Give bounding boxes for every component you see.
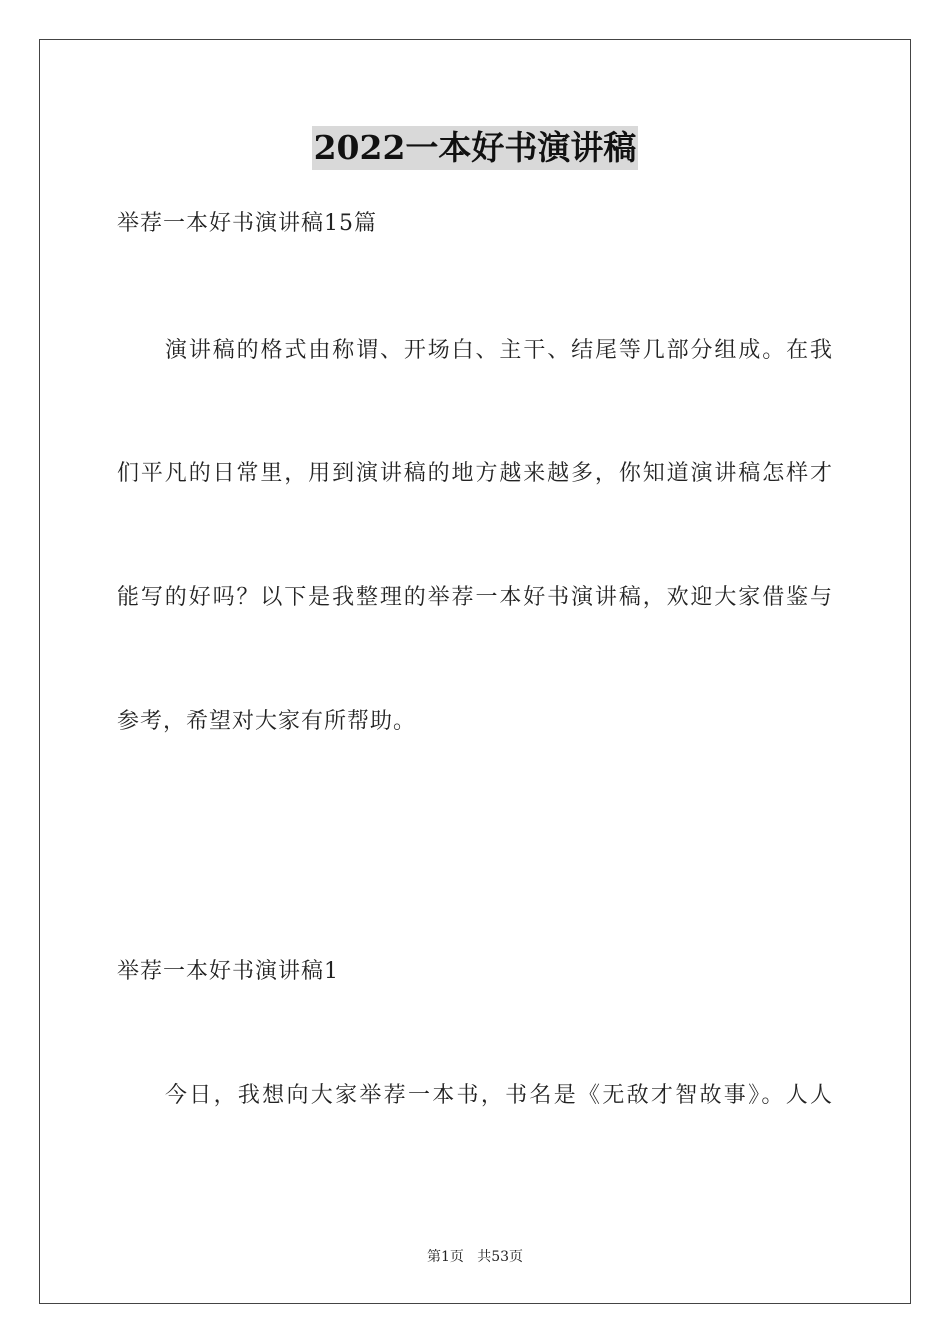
- intro-line-1: 演讲稿的格式由称谓、开场白、主干、结尾等几部分组成。在我: [165, 338, 833, 363]
- intro-line-2: 们平凡的日常里，用到演讲稿的地方越来越多，你知道演讲稿怎样才: [117, 461, 833, 486]
- document-subtitle: 举荐一本好书演讲稿15篇: [117, 211, 377, 236]
- title-container: [0, 126, 950, 170]
- intro-line-3: 能写的好吗？以下是我整理的举荐一本好书演讲稿，欢迎大家借鉴与: [117, 585, 833, 610]
- intro-line-4: 参考，希望对大家有所帮助。: [117, 709, 417, 734]
- page-footer: 第1页 共53页: [426, 1249, 524, 1265]
- document-title: 2022一本好书演讲稿: [312, 126, 639, 170]
- section-heading: 举荐一本好书演讲稿1: [117, 959, 339, 984]
- section-line-1: 今日，我想向大家举荐一本书，书名是《无敌才智故事》。人人: [165, 1083, 833, 1108]
